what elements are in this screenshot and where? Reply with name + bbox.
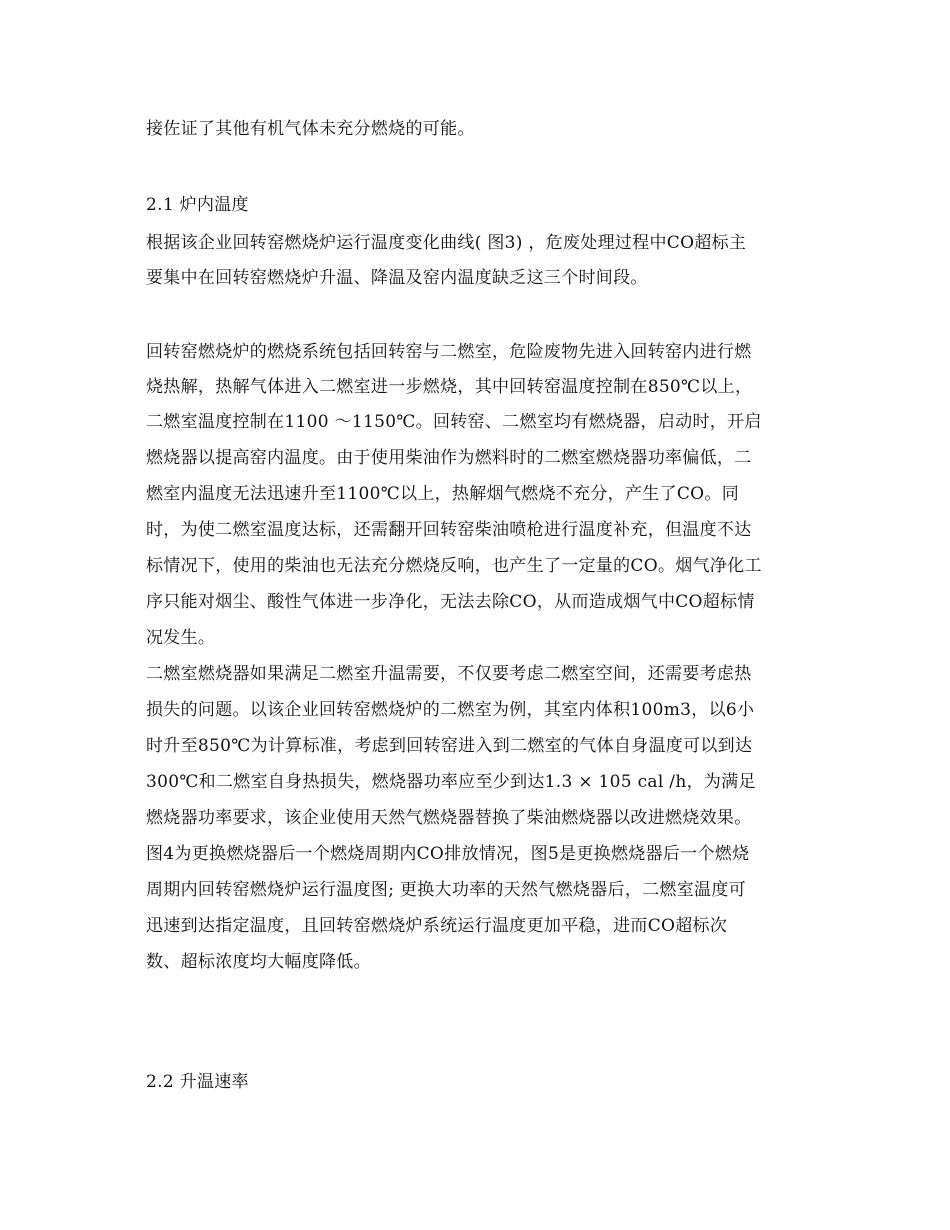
text-line: 300℃和二燃室自身热损失，燃烧器功率应至少到达1.3 × 105 cal /h，为满足 [146,772,756,792]
text-line: 时，为使二燃室温度达标，还需翻开回转窑柴油喷枪进行温度补充，但温度不达 [146,520,752,540]
text-line: 图4为更换燃烧器后一个燃烧周期内CO排放情况，图5是更换燃烧器后一个燃烧 [146,844,750,864]
text-line: 时升至850℃为计算标准，考虑到回转窑进入到二燃室的气体自身温度可以到达 [146,736,753,756]
text-line: 二燃室温度控制在1100 ～1150℃。回转窑、二燃室均有燃烧器，启动时，开启 [146,412,762,432]
text-line: 烧热解，热解气体进入二燃室进一步燃烧，其中回转窑温度控制在850℃以上， [146,377,753,397]
text-line: 回转窑燃烧炉的燃烧系统包括回转窑与二燃室，危险废物先进入回转窑内进行燃 [146,342,752,362]
text-line: 燃烧器以提高窑内温度。由于使用柴油作为燃料时的二燃室燃烧器功率偏低，二 [146,448,752,468]
text-line: 况发生。 [146,628,216,648]
text-line: 要集中在回转窑燃烧炉升温、降温及窑内温度缺乏这三个时间段。 [146,268,648,288]
text-line: 燃室内温度无法迅速升至1100℃以上，热解烟气燃烧不充分，产生了CO。同 [146,484,740,504]
text-line: 燃烧器功率要求，该企业使用天然气燃烧器替换了柴油燃烧器以改进燃烧效果。 [146,808,752,828]
section-heading: 2.1 炉内温度 [146,195,249,215]
text-line: 接佐证了其他有机气体未充分燃烧的可能。 [146,119,475,139]
text-line: 损失的问题。以该企业回转窑燃烧炉的二燃室为例，其室内体积100m3，以6小 [146,700,755,720]
text-line: 迅速到达指定温度，且回转窑燃烧炉系统运行温度更加平稳，进而CO超标次 [146,916,728,936]
text-line: 周期内回转窑燃烧炉运行温度图; 更换大功率的天然气燃烧器后，二燃室温度可 [146,880,746,900]
text-line: 二燃室燃烧器如果满足二燃室升温需要，不仅要考虑二燃室空间，还需要考虑热 [146,664,752,684]
text-line: 序只能对烟尘、酸性气体进一步净化，无法去除CO，从而造成烟气中CO超标情 [146,592,755,612]
text-line: 标情况下，使用的柴油也无法充分燃烧反响，也产生了一定量的CO。烟气净化工 [146,556,762,576]
text-line: 数、超标浓度均大幅度降低。 [146,952,371,972]
section-heading: 2.2 升温速率 [146,1072,249,1092]
text-line: 根据该企业回转窑燃烧炉运行温度变化曲线( 图3) ，危废处理过程中CO超标主 [146,233,747,253]
